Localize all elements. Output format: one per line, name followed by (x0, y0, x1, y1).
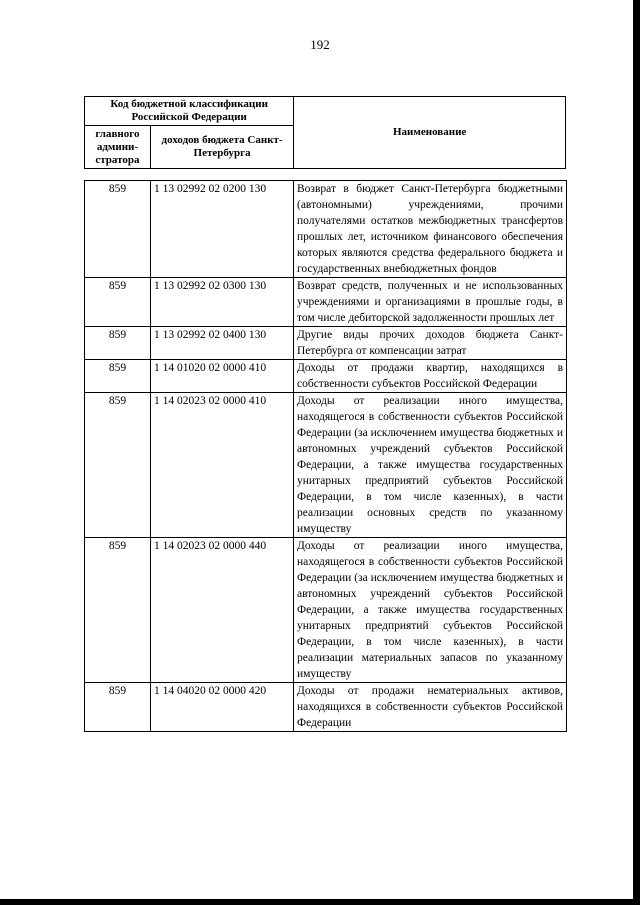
admin-code-cell: 859 (85, 683, 151, 732)
income-code-cell: 1 13 02992 02 0300 130 (151, 278, 294, 327)
table-row (85, 538, 567, 683)
admin-code-cell: 859 (85, 327, 151, 360)
scan-edge-right (633, 0, 640, 905)
admin-code-cell: 859 (85, 181, 151, 278)
budget-table (84, 180, 567, 732)
name-cell: Доходы от продажи нематериальных активов, находящихся в собственности субъектов Российской Федерации (294, 683, 567, 732)
col-admin-header: главного админи-стратора (85, 126, 151, 169)
income-code-cell: 1 13 02992 02 0200 130 (151, 181, 294, 278)
name-cell: Возврат средств, полученных и не использованных учреждениями и организациями в прошлые годы, в том числе дебиторской задолженности прошлых лет (294, 278, 567, 327)
admin-code-cell: 859 (85, 538, 151, 683)
admin-code-cell: 859 (85, 393, 151, 538)
kbk-title: Код бюджетной классификации Российской Федерации (85, 97, 294, 126)
table-row (85, 683, 567, 732)
table-row (85, 360, 567, 393)
name-cell: Возврат в бюджет Санкт-Петербурга бюджетными (автономными) учреждениями, прочими получателями остатков межбюджетных трансфертов прошлых лет, источником финансового обеспечения которых являются средства федерального бюджета и государственных внебюджетных фондов (294, 181, 567, 278)
name-cell: Доходы от реализации иного имущества, находящегося в собственности субъектов Российской Федерации (за исключением имущества бюджетных и автономных учреждений субъектов Российской Федерации, а также имущества государственных унитарных предприятий субъектов Российской Федерации, в том числе казенных), в части реализации материальных запасов по указанному имуществу (294, 538, 567, 683)
income-code-cell: 1 13 02992 02 0400 130 (151, 327, 294, 360)
col-income-header: доходов бюджета Санкт-Петербурга (150, 126, 293, 169)
admin-code-cell: 859 (85, 360, 151, 393)
income-code-cell: 1 14 02023 02 0000 440 (151, 538, 294, 683)
col-name-header: Наименование (294, 97, 566, 169)
page-number: 192 (310, 37, 330, 52)
name-cell: Доходы от реализации иного имущества, находящегося в собственности субъектов Российской Федерации (за исключением имущества бюджетных и автономных учреждений субъектов Российской Федерации, а также имущества государственных унитарных предприятий субъектов Российской Федерации, в том числе казенных), в части реализации основных средств по указанному имуществу (294, 393, 567, 538)
admin-code-cell: 859 (85, 278, 151, 327)
name-cell: Другие виды прочих доходов бюджета Санкт-Петербурга от компенсации затрат (294, 327, 567, 360)
header-table (84, 96, 566, 169)
income-code-cell: 1 14 01020 02 0000 410 (151, 360, 294, 393)
income-code-cell: 1 14 02023 02 0000 410 (151, 393, 294, 538)
table-row (85, 278, 567, 327)
table-row (85, 181, 567, 278)
table-row (85, 393, 567, 538)
income-code-cell: 1 14 04020 02 0000 420 (151, 683, 294, 732)
scan-edge-bottom (0, 899, 640, 905)
name-cell: Доходы от продажи квартир, находящихся в собственности субъектов Российской Федерации (294, 360, 567, 393)
table-row (85, 327, 567, 360)
